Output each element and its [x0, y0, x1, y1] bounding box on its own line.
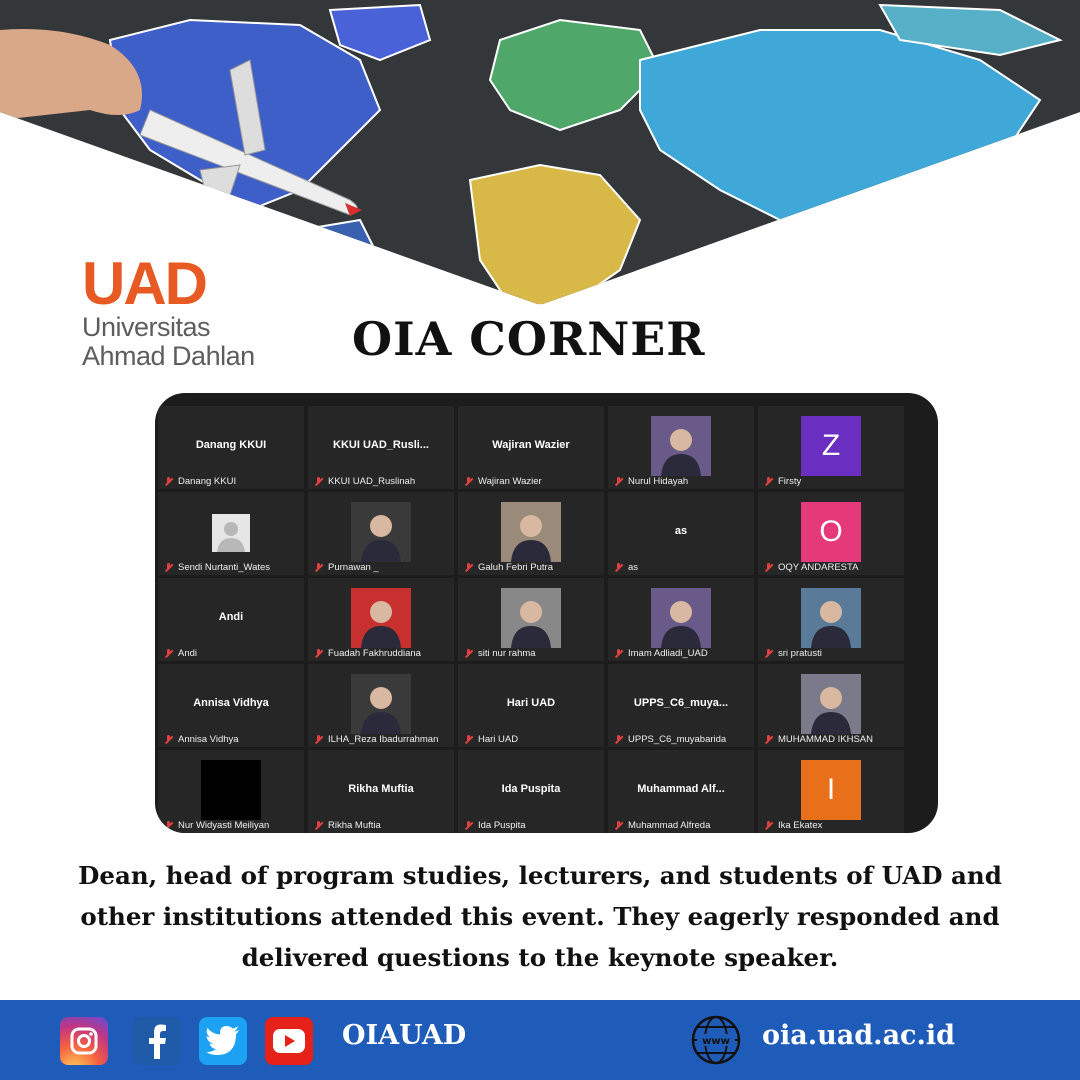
participant-photo — [801, 588, 861, 648]
participant-display-name: Annisa Vidhya — [193, 697, 269, 709]
participant-letter-avatar: Z — [801, 416, 861, 476]
globe-icon — [690, 1014, 742, 1066]
page-title: OIA CORNER — [352, 312, 706, 366]
participant-name: Rikha Muftia — [328, 820, 381, 831]
muted-mic-icon — [464, 821, 473, 830]
participant-label — [314, 820, 381, 831]
participant-tile[interactable] — [458, 664, 604, 747]
participant-letter-avatar: I — [801, 760, 861, 820]
muted-mic-icon — [614, 563, 623, 572]
muted-mic-icon — [764, 735, 773, 744]
muted-mic-icon — [614, 735, 623, 744]
muted-mic-icon — [464, 735, 473, 744]
participant-name: Wajiran Wazier — [478, 476, 542, 487]
participant-name: KKUI UAD_Ruslinah — [328, 476, 416, 487]
participant-video-black — [201, 760, 261, 820]
participant-tile[interactable] — [158, 492, 304, 575]
participant-name: Purnawan _ — [328, 562, 379, 573]
participant-name: ILHA_Reza Ibadurrahman — [328, 734, 439, 745]
globe-label: www — [702, 1036, 730, 1047]
muted-mic-icon — [614, 821, 623, 830]
participant-tile[interactable] — [758, 750, 904, 833]
participant-photo — [501, 502, 561, 562]
participant-label — [164, 476, 236, 487]
participant-label — [764, 648, 822, 659]
participant-label — [164, 734, 239, 745]
muted-mic-icon — [164, 821, 173, 830]
participant-name: Fuadah Fakhruddiana — [328, 648, 421, 659]
participant-photo — [501, 588, 561, 648]
participant-name: Andi — [178, 648, 198, 659]
muted-mic-icon — [164, 649, 173, 658]
participant-tile[interactable] — [158, 664, 304, 747]
participant-tile[interactable] — [308, 664, 454, 747]
muted-mic-icon — [164, 563, 173, 572]
participant-display-name: Hari UAD — [506, 697, 556, 709]
participant-display-name: as — [674, 525, 688, 537]
participant-tile[interactable] — [308, 492, 454, 575]
meeting-screenshot — [155, 393, 938, 833]
participant-label — [464, 820, 526, 831]
participant-label — [464, 476, 542, 487]
participant-name: Ika Ekatex — [778, 820, 823, 831]
participant-photo — [651, 416, 711, 476]
youtube-icon[interactable] — [265, 1017, 313, 1065]
participant-label — [314, 648, 421, 659]
logo-mark: UAD — [82, 250, 206, 317]
participant-tile[interactable] — [758, 578, 904, 661]
muted-mic-icon — [314, 735, 323, 744]
participant-tile[interactable] — [608, 750, 754, 833]
muted-mic-icon — [764, 563, 773, 572]
participant-label — [464, 648, 536, 659]
participant-label — [764, 734, 873, 745]
participant-display-name: Wajiran Wazier — [492, 439, 570, 451]
participant-label — [614, 734, 726, 745]
participant-display-name: UPPS_C6_muya... — [633, 697, 729, 709]
website-link[interactable]: oia.uad.ac.id — [762, 1020, 956, 1051]
footer — [0, 1000, 1080, 1080]
participant-photo — [651, 588, 711, 648]
participant-photo — [351, 674, 411, 734]
muted-mic-icon — [314, 649, 323, 658]
muted-mic-icon — [164, 477, 173, 486]
muted-mic-icon — [464, 563, 473, 572]
participant-photo — [351, 502, 411, 562]
caption — [40, 855, 1040, 978]
muted-mic-icon — [764, 649, 773, 658]
participant-name: siti nur rahma — [478, 648, 536, 659]
muted-mic-icon — [764, 477, 773, 486]
participant-label — [464, 734, 518, 745]
participant-label — [614, 476, 688, 487]
participant-name: Annisa Vidhya — [178, 734, 239, 745]
participant-photo — [351, 588, 411, 648]
participant-name: as — [628, 562, 639, 573]
participant-display-name: Danang KKUI — [195, 439, 267, 451]
participant-tile[interactable] — [608, 664, 754, 747]
muted-mic-icon — [614, 649, 623, 658]
participant-label — [314, 734, 438, 745]
caption-line-2: other institutions attended this event. They eagerly responded and — [80, 902, 1000, 931]
participant-label — [614, 562, 638, 573]
instagram-icon[interactable] — [60, 1017, 108, 1065]
participant-label — [764, 820, 822, 831]
participant-tile[interactable] — [158, 578, 304, 661]
participant-display-name: Ida Puspita — [501, 783, 561, 795]
participant-tile[interactable] — [758, 492, 904, 575]
participant-display-name: Andi — [218, 611, 244, 623]
facebook-icon[interactable] — [133, 1017, 181, 1065]
participant-tile[interactable] — [158, 406, 304, 489]
participant-tile[interactable] — [608, 492, 754, 575]
caption-line-1: Dean, head of program studies, lecturers, and students of UAD and — [78, 861, 1002, 890]
muted-mic-icon — [314, 477, 323, 486]
logo-line-1: Universitas — [82, 312, 211, 342]
participant-name: Nur Widyasti Meiliyan — [178, 820, 270, 831]
participant-name: Hari UAD — [478, 734, 519, 745]
muted-mic-icon — [764, 821, 773, 830]
participant-label — [314, 562, 379, 573]
participant-label — [164, 562, 270, 573]
participant-tile[interactable] — [158, 750, 304, 833]
participant-label — [764, 562, 858, 573]
participant-tile[interactable] — [458, 578, 604, 661]
participant-label — [314, 476, 415, 487]
participant-name: Nurul Hidayah — [628, 476, 689, 487]
twitter-icon[interactable] — [199, 1017, 247, 1065]
participant-name: OQY ANDARESTA — [778, 562, 859, 573]
participant-tile[interactable] — [608, 406, 754, 489]
muted-mic-icon — [464, 649, 473, 658]
caption-line-3: delivered questions to the keynote speaker. — [241, 943, 839, 972]
participant-label — [614, 820, 710, 831]
participant-grid — [158, 406, 904, 833]
participant-label — [164, 820, 269, 831]
participant-tile[interactable] — [308, 578, 454, 661]
logo-line-2: Ahmad Dahlan — [82, 341, 255, 371]
participant-letter-avatar: O — [801, 502, 861, 562]
muted-mic-icon — [314, 821, 323, 830]
participant-display-name: KKUI UAD_Rusli... — [333, 439, 429, 451]
muted-mic-icon — [464, 477, 473, 486]
participant-tile[interactable] — [608, 578, 754, 661]
participant-tile[interactable] — [758, 664, 904, 747]
participant-tile[interactable] — [458, 492, 604, 575]
participant-label — [164, 648, 197, 659]
muted-mic-icon — [614, 477, 623, 486]
participant-tile[interactable] — [458, 406, 604, 489]
participant-name: Galuh Febri Putra — [478, 562, 553, 573]
participant-label — [614, 648, 708, 659]
participant-name: Imam Adliadi_UAD — [628, 648, 708, 659]
participant-name: UPPS_C6_muyabarida — [628, 734, 727, 745]
participant-name: sri pratusti — [778, 648, 822, 659]
participant-label — [764, 476, 801, 487]
participant-display-name: Muhammad Alf... — [637, 783, 725, 795]
participant-tile[interactable] — [458, 750, 604, 833]
uad-logo — [82, 250, 322, 371]
participant-name: MUHAMMAD IKHSAN — [778, 734, 874, 745]
participant-tile[interactable] — [758, 406, 904, 489]
muted-mic-icon — [314, 563, 323, 572]
participant-display-name: Rikha Muftia — [348, 783, 414, 795]
default-avatar-icon — [212, 514, 250, 552]
participant-name: Muhammad Alfreda — [628, 820, 711, 831]
participant-photo — [801, 674, 861, 734]
participant-name: Firsty — [778, 476, 802, 487]
participant-tile[interactable] — [308, 406, 454, 489]
participant-name: Sendi Nurtanti_Wates — [178, 562, 271, 573]
participant-label — [464, 562, 553, 573]
participant-name: Ida Puspita — [478, 820, 526, 831]
social-handle[interactable]: OIAUAD — [342, 1020, 467, 1051]
muted-mic-icon — [164, 735, 173, 744]
participant-tile[interactable] — [308, 750, 454, 833]
participant-name: Danang KKUI — [178, 476, 237, 487]
